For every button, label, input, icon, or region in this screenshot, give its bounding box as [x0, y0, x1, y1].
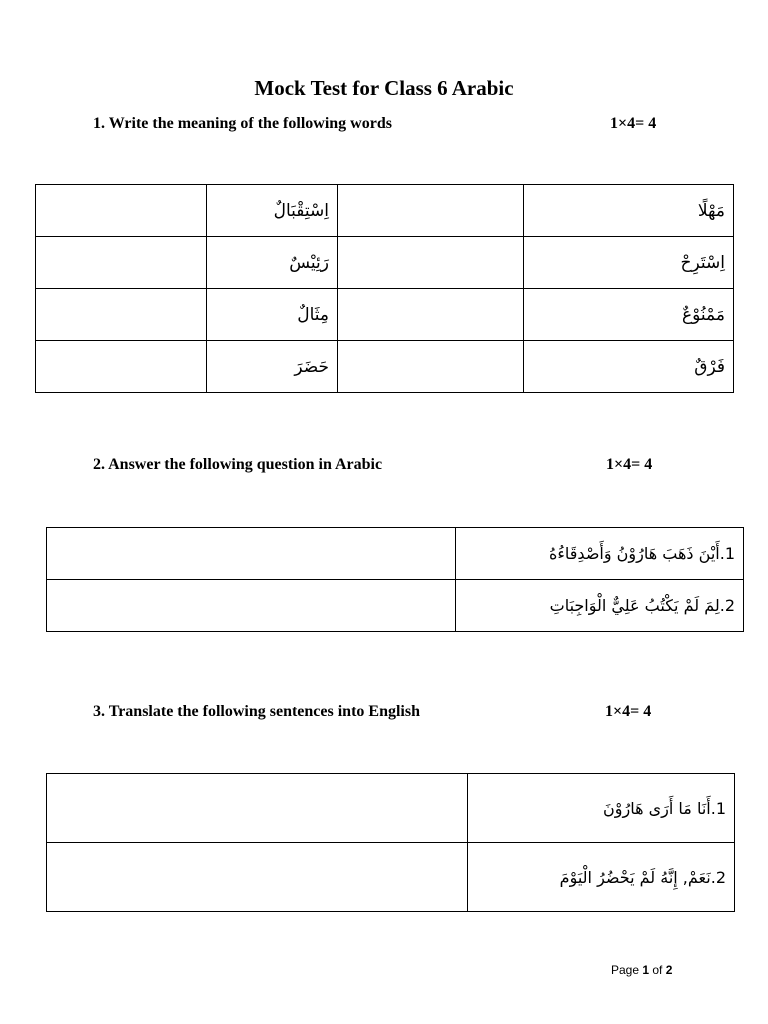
arabic-word: اِسْتَرِحْ	[524, 237, 734, 289]
sentence-number: 2.	[710, 867, 726, 887]
q1-answer-cell[interactable]	[36, 237, 207, 289]
q1-answer-cell[interactable]	[36, 185, 207, 237]
q1-answer-cell[interactable]	[338, 341, 524, 393]
q1-answer-cell[interactable]	[338, 185, 524, 237]
q1-answer-cell[interactable]	[36, 341, 207, 393]
arabic-question	[456, 580, 744, 632]
page-sep: of	[649, 963, 666, 977]
question-number: 2.	[719, 596, 735, 615]
table-row	[36, 289, 734, 341]
arabic-sentence	[468, 843, 735, 912]
q1-marks: 1×4= 4	[610, 115, 657, 132]
table-row	[47, 843, 735, 912]
page-prefix: Page	[611, 963, 643, 977]
q2-answer-cell[interactable]	[47, 528, 456, 580]
page-title: Mock Test for Class 6 Arabic	[254, 76, 514, 100]
q2-answer-cell[interactable]	[47, 580, 456, 632]
question-text: أَيْنَ ذَهَبَ هَارُوْنُ وَأَصْدِقَاءُهُ	[549, 544, 720, 563]
q2-marks: 1×4= 4	[606, 456, 653, 473]
arabic-word: حَضَرَ	[207, 341, 338, 393]
sentence-number: 1.	[710, 798, 726, 818]
q1-answer-cell[interactable]	[338, 289, 524, 341]
q3-marks: 1×4= 4	[605, 703, 652, 720]
page-total: 2	[665, 963, 673, 977]
arabic-word: فَرْقٌ	[524, 341, 734, 393]
arabic-sentence	[468, 774, 735, 843]
table-row	[47, 774, 735, 843]
question-text: لِمَ لَمْ يَكْتُبُ عَلِيٌّ الْوَاجِبَاتِ	[549, 596, 720, 615]
arabic-word: مَمْنُوْعٌ	[524, 289, 734, 341]
table-row	[36, 185, 734, 237]
q1-table	[35, 184, 734, 393]
sentence-text: أَنَا مَا أَرَى هَارُوْنَ	[603, 798, 711, 818]
arabic-word: مَهْلًا	[524, 185, 734, 237]
table-row	[47, 580, 744, 632]
q3-answer-cell[interactable]	[47, 774, 468, 843]
arabic-word: اِسْتِقْبَالٌ	[207, 185, 338, 237]
arabic-question	[456, 528, 744, 580]
q3-instruction: 3. Translate the following sentences into English	[93, 703, 420, 720]
q1-answer-cell[interactable]	[36, 289, 207, 341]
q3-answer-cell[interactable]	[47, 843, 468, 912]
table-row	[47, 528, 744, 580]
q2-table	[46, 527, 744, 632]
sentence-text: نَعَمْ, إِنَّهُ لَمْ يَحْضُرُ الْيَوْمَ	[559, 867, 711, 887]
table-row	[36, 237, 734, 289]
table-row	[36, 341, 734, 393]
question-number: 1.	[719, 544, 735, 563]
q1-instruction: 1. Write the meaning of the following words	[93, 115, 392, 132]
q2-instruction: 2. Answer the following question in Arabic	[93, 456, 383, 473]
page-number	[611, 963, 672, 977]
arabic-word: رَئِيْسٌ	[207, 237, 338, 289]
page-current: 1	[642, 963, 650, 977]
arabic-word: مِثَالٌ	[207, 289, 338, 341]
q3-table	[46, 773, 735, 912]
q1-answer-cell[interactable]	[338, 237, 524, 289]
